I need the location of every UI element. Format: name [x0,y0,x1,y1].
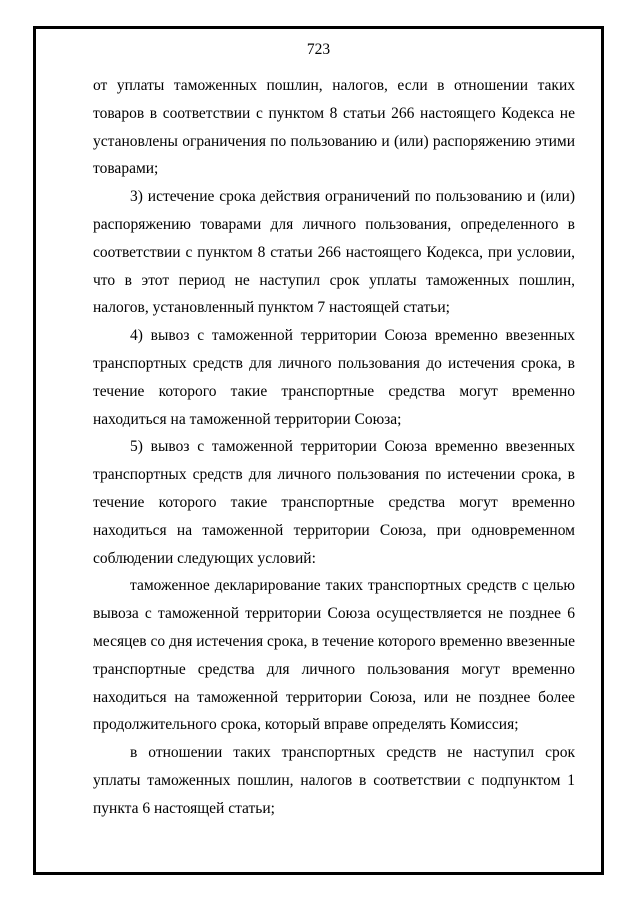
paragraph-condition-2: в отношении таких транспортных средств не наступил срок уплаты таможенных пошлин, налогов в соответствии с подпунктом 1 пункта 6 настоящей статьи; [93,744,575,817]
paragraph-condition-1: таможенное декларирование таких транспортных средств с целью вывоза с таможенной территории Союза осуществляется не позднее 6 месяцев со дня истечения срока, в течение которого временно ввезенные транспортные средства для личного пользования могут временно находиться на таможенной территории Союза, или не позднее более продолжительного срока, который вправе определять Комиссия; [93,577,575,734]
paragraph-item-4: 4) вывоз с таможенной территории Союза временно ввезенных транспортных средств для личного пользования до истечения срока, в течение которого такие транспортные средства могут временно находиться на таможенной территории Союза; [93,327,575,428]
paragraph-continuation: от уплаты таможенных пошлин, налогов, если в отношении таких товаров в соответствии с пунктом 8 статьи 266 настоящего Кодекса не установлены ограничения по пользованию и (или) распоряжению этими товарами; [93,77,575,178]
document-body [93,72,575,823]
paragraph-item-5: 5) вывоз с таможенной территории Союза временно ввезенных транспортных средств для личного пользования по истечении срока, в течение которого такие транспортные средства могут временно находиться на таможенной территории Союза, при одновременном соблюдении следующих условий: [93,438,575,567]
paragraph-item-3: 3) истечение срока действия ограничений по пользованию и (или) распоряжению товарами для личного пользования, определенного в соответствии с пунктом 8 статьи 266 настоящего Кодекса, при условии, что в этот период не наступил срок уплаты таможенных пошлин, налогов, установленный пунктом 7 настоящей статьи; [93,188,575,317]
page-frame [33,26,604,875]
page-number: 723 [306,41,331,58]
